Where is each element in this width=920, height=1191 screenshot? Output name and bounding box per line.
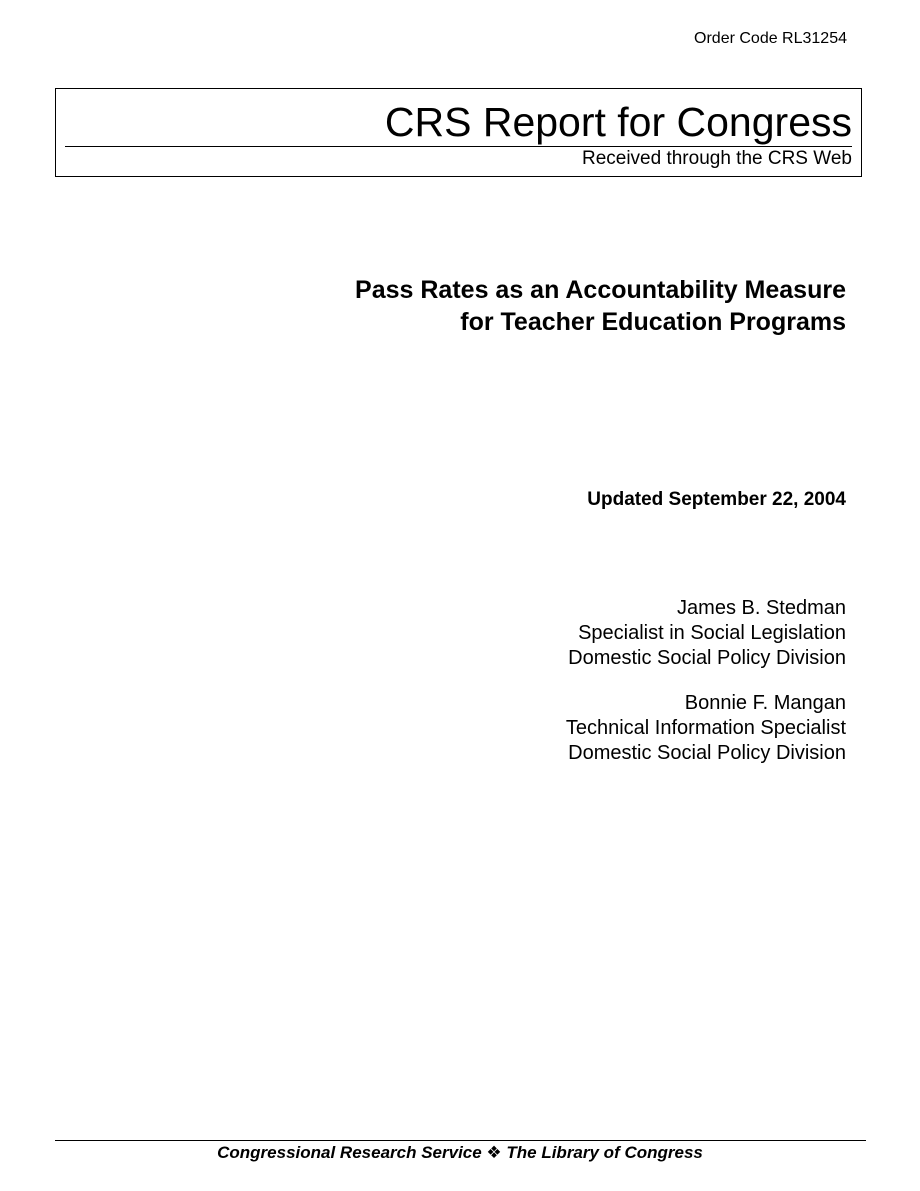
report-title-line-2: for Teacher Education Programs	[460, 308, 846, 336]
author-name: Bonnie F. Mangan	[684, 692, 846, 714]
header-title: CRS Report for Congress	[384, 99, 852, 145]
header-divider	[65, 146, 852, 147]
footer-text: Congressional Research Service ❖ The Library of Congress	[217, 1143, 703, 1162]
report-header-box	[55, 88, 862, 177]
footer-divider	[55, 1140, 866, 1141]
author-name: James B. Stedman	[677, 597, 846, 619]
report-title-line-1: Pass Rates as an Accountability Measure	[355, 276, 846, 304]
author-division: Domestic Social Policy Division	[568, 647, 846, 669]
author-title: Technical Information Specialist	[565, 717, 846, 739]
author-block-1	[568, 596, 846, 671]
author-title: Specialist in Social Legislation	[578, 622, 846, 644]
author-division: Domestic Social Policy Division	[568, 742, 846, 764]
author-block-2	[566, 691, 846, 766]
updated-date: Updated September 22, 2004	[587, 489, 846, 510]
header-subtitle: Received through the CRS Web	[581, 148, 852, 169]
report-title	[355, 274, 846, 338]
order-code: Order Code RL31254	[694, 30, 847, 47]
